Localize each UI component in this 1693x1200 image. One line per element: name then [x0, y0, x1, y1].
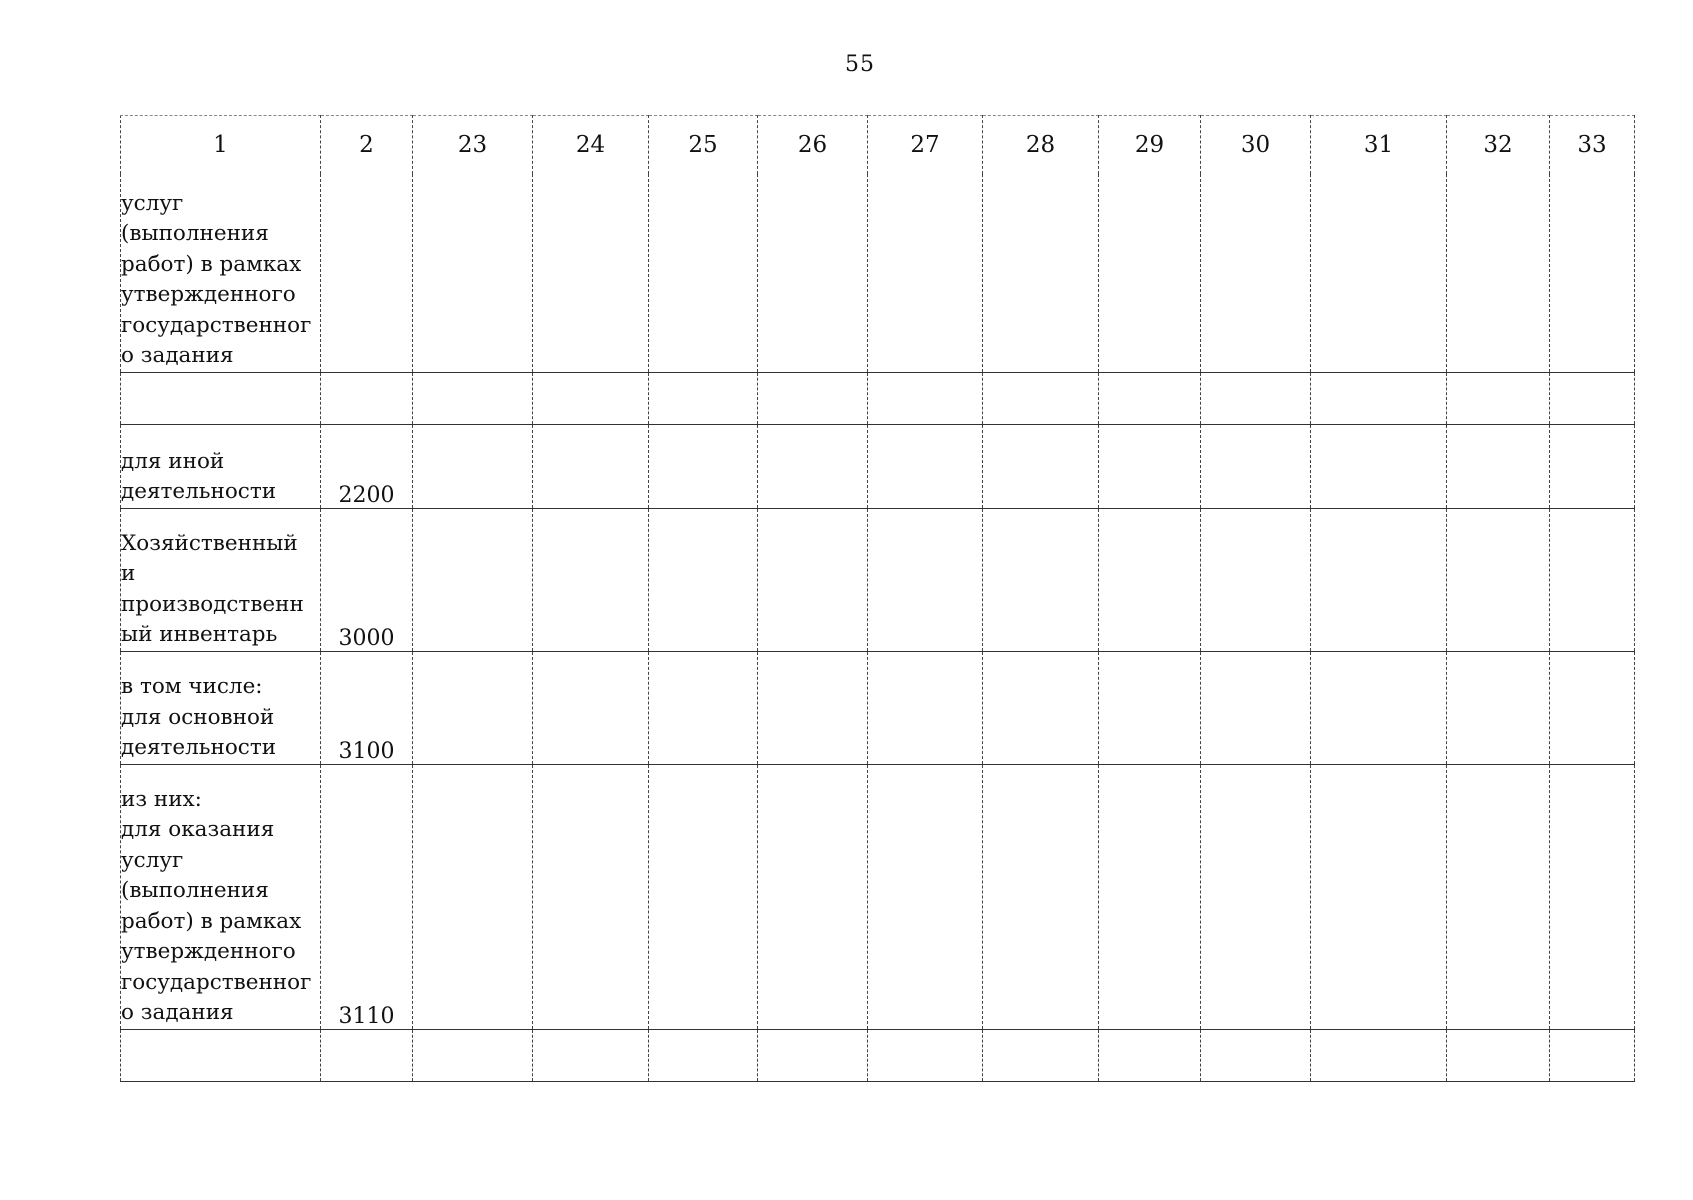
- table-cell: [1550, 372, 1635, 424]
- table-cell: [983, 651, 1099, 764]
- table-cell: [1099, 1029, 1201, 1081]
- row-code: [321, 1029, 413, 1081]
- table-cell: [1311, 1029, 1447, 1081]
- col-header: 23: [413, 116, 533, 175]
- col-header: 2: [321, 116, 413, 175]
- table-cell: [1201, 651, 1311, 764]
- table-cell: [1447, 508, 1550, 651]
- table-cell: [1099, 174, 1201, 372]
- table-cell: [1311, 424, 1447, 508]
- col-header: 28: [983, 116, 1099, 175]
- table-cell: [413, 372, 533, 424]
- table-cell: [1311, 174, 1447, 372]
- table-cell: [1311, 651, 1447, 764]
- table-cell: [868, 764, 983, 1029]
- col-header: 32: [1447, 116, 1550, 175]
- table-cell: [649, 174, 758, 372]
- table-cell: [1550, 508, 1635, 651]
- table-row: [121, 651, 1635, 764]
- table-cell: [1201, 424, 1311, 508]
- table-cell: [413, 764, 533, 1029]
- table-cell: [533, 424, 649, 508]
- table-cell: [649, 424, 758, 508]
- col-header: 33: [1550, 116, 1635, 175]
- table-cell: [1447, 424, 1550, 508]
- table-cell: [758, 174, 868, 372]
- table-cell: [649, 764, 758, 1029]
- table-cell: [533, 174, 649, 372]
- page-number: 55: [845, 52, 875, 77]
- table-cell: [533, 508, 649, 651]
- table-cell: [758, 372, 868, 424]
- header-row: [121, 116, 1635, 175]
- col-header: 26: [758, 116, 868, 175]
- col-header: 31: [1311, 116, 1447, 175]
- row-code: 3100: [321, 651, 413, 764]
- table-cell: [1550, 651, 1635, 764]
- row-code: 3000: [321, 508, 413, 651]
- table-cell: [1099, 764, 1201, 1029]
- table-cell: [868, 508, 983, 651]
- row-code: [321, 372, 413, 424]
- table-cell: [868, 424, 983, 508]
- table-cell: [533, 764, 649, 1029]
- table-cell: [1099, 424, 1201, 508]
- table-cell: [533, 372, 649, 424]
- table-cell: [533, 1029, 649, 1081]
- col-header: 27: [868, 116, 983, 175]
- table-cell: [983, 372, 1099, 424]
- row-code: 3110: [321, 764, 413, 1029]
- table-cell: [413, 424, 533, 508]
- row-label: Хозяйственный и производственн ый инвентарь: [121, 508, 321, 651]
- table-cell: [1447, 1029, 1550, 1081]
- table-cell: [983, 174, 1099, 372]
- table-cell: [983, 1029, 1099, 1081]
- table-cell: [1201, 1029, 1311, 1081]
- table-cell: [758, 1029, 868, 1081]
- row-label: для иной деятельности: [121, 424, 321, 508]
- table-cell: [868, 1029, 983, 1081]
- row-code: 2200: [321, 424, 413, 508]
- table-cell: [413, 174, 533, 372]
- row-label: [121, 1029, 321, 1081]
- row-label: услуг (выполнения работ) в рамках утвержденного государственног о задания: [121, 174, 321, 372]
- table-row: [121, 424, 1635, 508]
- table-cell: [649, 651, 758, 764]
- table-cell: [983, 764, 1099, 1029]
- table-cell: [983, 508, 1099, 651]
- table-cell: [413, 1029, 533, 1081]
- table-cell: [868, 651, 983, 764]
- table-cell: [868, 174, 983, 372]
- table-cell: [758, 764, 868, 1029]
- table-cell: [758, 424, 868, 508]
- table-cell: [1099, 651, 1201, 764]
- table-row: [121, 1029, 1635, 1081]
- table-row: [121, 508, 1635, 651]
- table-cell: [1099, 508, 1201, 651]
- table-row: [121, 174, 1635, 372]
- table-cell: [649, 1029, 758, 1081]
- row-label: из них: для оказания услуг (выполнения работ) в рамках утвержденного государственног о задания: [121, 764, 321, 1029]
- table-cell: [1311, 764, 1447, 1029]
- col-header: 30: [1201, 116, 1311, 175]
- table-cell: [1201, 174, 1311, 372]
- row-label: в том числе: для основной деятельности: [121, 651, 321, 764]
- table-cell: [868, 372, 983, 424]
- table-cell: [1447, 764, 1550, 1029]
- table-cell: [1550, 424, 1635, 508]
- table-cell: [1550, 764, 1635, 1029]
- table-cell: [413, 508, 533, 651]
- table-cell: [1550, 1029, 1635, 1081]
- row-code: [321, 174, 413, 372]
- table-cell: [413, 651, 533, 764]
- table-cell: [649, 508, 758, 651]
- row-label: [121, 372, 321, 424]
- table-cell: [983, 424, 1099, 508]
- table-cell: [758, 651, 868, 764]
- col-header: 1: [121, 116, 321, 175]
- table-cell: [1311, 508, 1447, 651]
- col-header: 24: [533, 116, 649, 175]
- col-header: 25: [649, 116, 758, 175]
- table-cell: [1447, 372, 1550, 424]
- table-cell: [1099, 372, 1201, 424]
- table-cell: [1201, 764, 1311, 1029]
- table-cell: [1201, 372, 1311, 424]
- table-row: [121, 764, 1635, 1029]
- table-cell: [1201, 508, 1311, 651]
- table-cell: [533, 651, 649, 764]
- table-cell: [1311, 372, 1447, 424]
- table-cell: [1550, 174, 1635, 372]
- table-cell: [758, 508, 868, 651]
- table-row: [121, 372, 1635, 424]
- col-header: 29: [1099, 116, 1201, 175]
- table-cell: [1447, 651, 1550, 764]
- data-table: [120, 115, 1635, 1082]
- table-cell: [1447, 174, 1550, 372]
- table-cell: [649, 372, 758, 424]
